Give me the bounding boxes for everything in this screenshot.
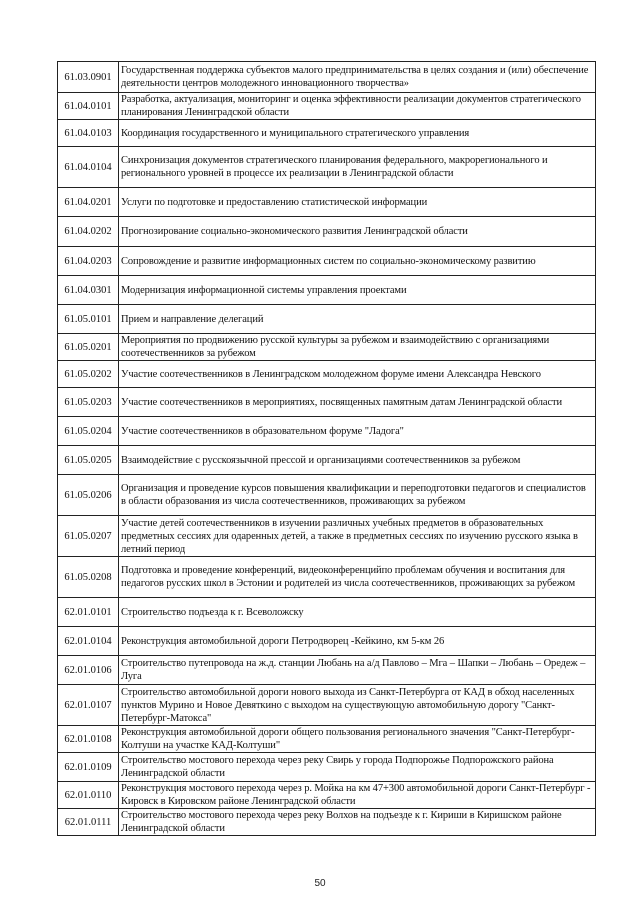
table-row xyxy=(58,305,596,334)
code-cell: 62.01.0108 xyxy=(58,726,119,753)
name-cell: Участие соотечественников в образовательном форуме "Ладога" xyxy=(119,417,596,446)
table-row xyxy=(58,276,596,305)
table-row xyxy=(58,147,596,188)
code-cell: 61.05.0204 xyxy=(58,417,119,446)
code-cell: 61.05.0101 xyxy=(58,305,119,334)
name-cell: Сопровождение и развитие информационных систем по социально-экономическому развитию xyxy=(119,247,596,276)
table-row xyxy=(58,417,596,446)
code-cell: 62.01.0106 xyxy=(58,656,119,685)
code-cell: 62.01.0101 xyxy=(58,598,119,627)
code-cell: 61.04.0101 xyxy=(58,93,119,120)
name-cell: Координация государственного и муниципального стратегического управления xyxy=(119,120,596,147)
code-cell: 61.04.0103 xyxy=(58,120,119,147)
table-row xyxy=(58,188,596,217)
table-row xyxy=(58,446,596,475)
table-row xyxy=(58,334,596,361)
name-cell: Строительство подъезда к г. Всеволожску xyxy=(119,598,596,627)
name-cell: Реконструкция автомобильной дороги Петродворец -Кейкино, км 5-км 26 xyxy=(119,627,596,656)
table-row xyxy=(58,217,596,247)
page-number: 50 xyxy=(314,878,326,889)
table-row xyxy=(58,516,596,557)
code-cell: 61.04.0202 xyxy=(58,217,119,247)
name-cell: Государственная поддержка субъектов малого предпринимательства в целях создания и (или) обеспечение деятельности центров молодежного инновационного творчества» xyxy=(119,62,596,93)
table-row xyxy=(58,388,596,417)
name-cell: Синхронизация документов стратегического планирования федерального, макрорегионального и регионального уровней в процессе их реализации в Ленинградской области xyxy=(119,147,596,188)
code-cell: 61.04.0203 xyxy=(58,247,119,276)
code-cell: 62.01.0109 xyxy=(58,753,119,782)
table-row xyxy=(58,361,596,388)
name-cell: Реконструкция автомобильной дороги общего пользования регионального значения "Санкт-Петербург-Колтуши на участке КАД-Колтуши" xyxy=(119,726,596,753)
code-cell: 61.04.0104 xyxy=(58,147,119,188)
name-cell: Строительство автомобильной дороги нового выхода из Санкт-Петербурга от КАД в обход населенных пунктов Мурино и Новое Девяткино с выходом на существующую автомобильную дорогу "Санкт-Петербург-Матокса" xyxy=(119,685,596,726)
table-row xyxy=(58,685,596,726)
code-cell: 61.05.0201 xyxy=(58,334,119,361)
table-row xyxy=(58,93,596,120)
name-cell: Строительство мостового перехода через реку Волхов на подъезде к г. Кириши в Киришском районе Ленинградской области xyxy=(119,809,596,836)
table-row xyxy=(58,475,596,516)
table-row xyxy=(58,120,596,147)
table-row xyxy=(58,753,596,782)
table-row xyxy=(58,726,596,753)
name-cell: Организация и проведение курсов повышения квалификации и переподготовки педагогов и специалистов в области образования из числа соотечественников, проживающих за рубежом xyxy=(119,475,596,516)
name-cell: Строительство мостового перехода через реку Свирь у города Подпорожье Подпорожского района Ленинградской области xyxy=(119,753,596,782)
code-cell: 61.05.0208 xyxy=(58,557,119,598)
name-cell: Участие соотечественников в Ленинградском молодежном форуме имени Александра Невского xyxy=(119,361,596,388)
code-cell: 61.04.0201 xyxy=(58,188,119,217)
name-cell: Участие детей соотечественников в изучении различных учебных предметов в образовательных предметных сессиях для одаренных детей, а также в предметных сессиях по изучению русского языка в летний период xyxy=(119,516,596,557)
budget-code-table xyxy=(57,61,596,836)
name-cell: Строительство путепровода на ж.д. станции Любань на а/д Павлово – Мга – Шапки – Любань – Оредеж – Луга xyxy=(119,656,596,685)
code-cell: 61.05.0206 xyxy=(58,475,119,516)
name-cell: Услуги по подготовке и предоставлению статистической информации xyxy=(119,188,596,217)
name-cell: Модернизация информационной системы управления проектами xyxy=(119,276,596,305)
code-cell: 62.01.0110 xyxy=(58,782,119,809)
table-row xyxy=(58,809,596,836)
table-row xyxy=(58,557,596,598)
name-cell: Участие соотечественников в мероприятиях, посвященных памятным датам Ленинградской области xyxy=(119,388,596,417)
code-cell: 62.01.0104 xyxy=(58,627,119,656)
table-row xyxy=(58,247,596,276)
table-row xyxy=(58,62,596,93)
table-body xyxy=(58,62,596,836)
name-cell: Подготовка и проведение конференций, видеоконференцийпо проблемам обучения и воспитания для педагогов русских школ в Эстонии и родителей из числа соотечественников, проживающих за рубежом xyxy=(119,557,596,598)
table-row xyxy=(58,627,596,656)
code-cell: 61.05.0207 xyxy=(58,516,119,557)
code-cell: 61.03.0901 xyxy=(58,62,119,93)
name-cell: Разработка, актуализация, мониторинг и оценка эффективности реализации документов стратегического планирования Ленинградской области xyxy=(119,93,596,120)
code-cell: 61.05.0203 xyxy=(58,388,119,417)
name-cell: Реконструкция мостового перехода через р. Мойка на км 47+300 автомобильной дороги Санкт-Петербург - Кировск в Кировском районе Ленинградской области xyxy=(119,782,596,809)
code-cell: 61.05.0202 xyxy=(58,361,119,388)
name-cell: Прогнозирование социально-экономического развития Ленинградской области xyxy=(119,217,596,247)
code-cell: 62.01.0107 xyxy=(58,685,119,726)
table-row xyxy=(58,656,596,685)
name-cell: Взаимодействие с русскоязычной прессой и организациями соотечественников за рубежом xyxy=(119,446,596,475)
code-cell: 62.01.0111 xyxy=(58,809,119,836)
name-cell: Мероприятия по продвижению русской культуры за рубежом и взаимодействию с организациями соотечественников за рубежом xyxy=(119,334,596,361)
code-cell: 61.05.0205 xyxy=(58,446,119,475)
table-row xyxy=(58,782,596,809)
table-row xyxy=(58,598,596,627)
code-cell: 61.04.0301 xyxy=(58,276,119,305)
name-cell: Прием и направление делегаций xyxy=(119,305,596,334)
